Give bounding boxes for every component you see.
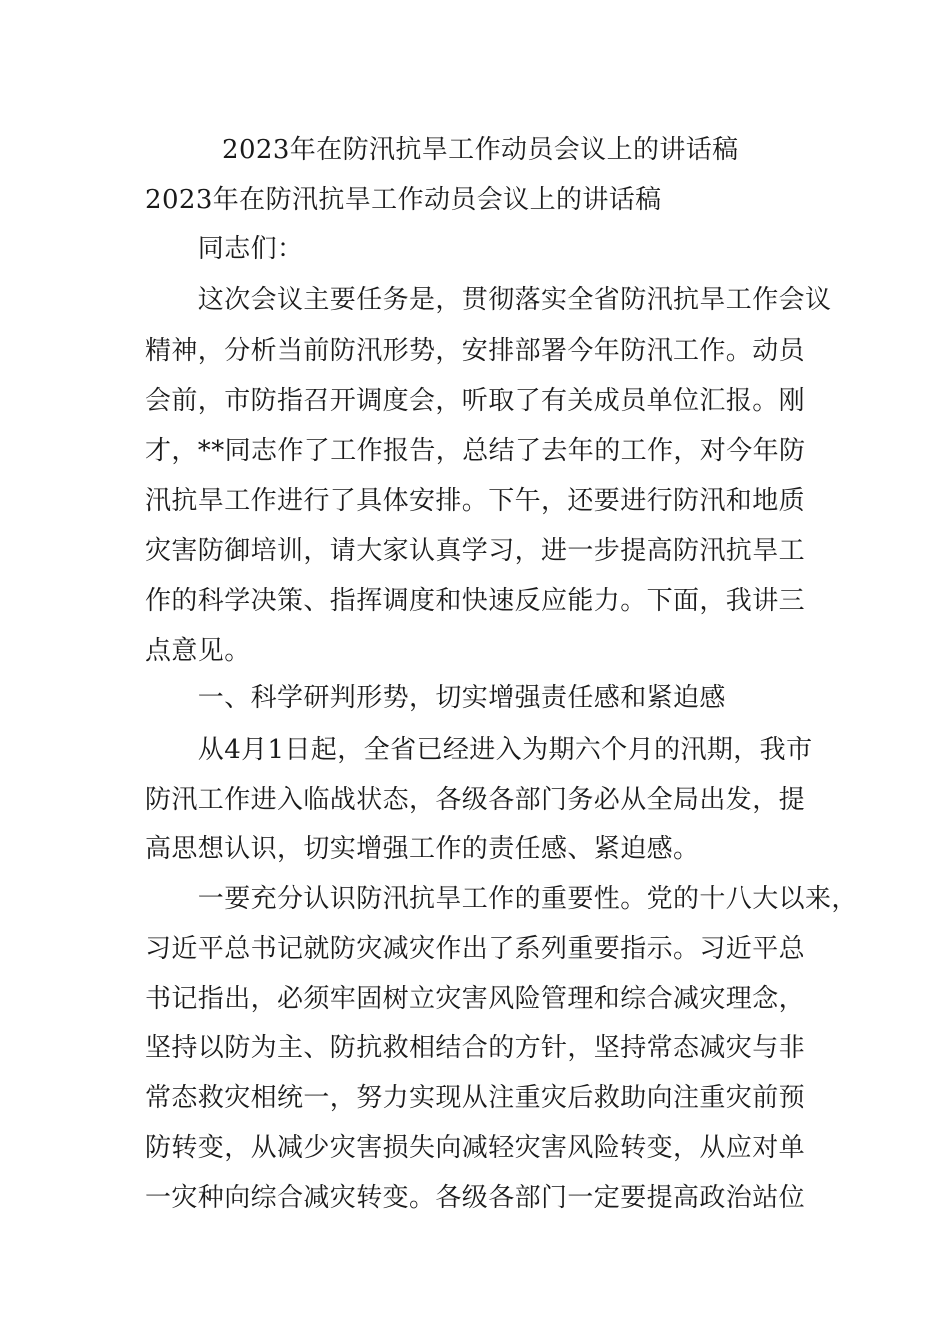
text-line: 汛抗旱工作进行了具体安排。下午，还要进行防汛和地质 — [145, 486, 806, 516]
text-line: 从4月1日起，全省已经进入为期六个月的汛期，我市 — [145, 735, 813, 765]
text-line: 防转变，从减少灾害损失向减轻灾害风险转变，从应对单 — [145, 1133, 806, 1163]
text-line: 防汛工作进入临战状态，各级各部门务必从全局出发，提 — [145, 785, 806, 815]
text-line: 灾害防御培训，请大家认真学习，进一步提高防汛抗旱工 — [145, 536, 806, 566]
text-line: 习近平总书记就防灾减灾作出了系列重要指示。习近平总 — [145, 934, 806, 964]
text-line: 坚持以防为主、防抗救相结合的方针，坚持常态减灾与非 — [145, 1033, 806, 1063]
section-heading: 一、科学研判形势，切实增强责任感和紧迫感 — [145, 683, 726, 713]
text-line: 同志们： — [145, 234, 304, 264]
text-line: 常态救灾相统一，努力实现从注重灾后救助向注重灾前预 — [145, 1083, 806, 1113]
document-title: 2023年在防汛抗旱工作动员会议上的讲话稿 — [222, 135, 739, 165]
text-line: 高思想认识，切实增强工作的责任感、紧迫感。 — [145, 834, 700, 864]
text-line: 才，**同志作了工作报告，总结了去年的工作，对今年防 — [145, 436, 806, 466]
text-line: 这次会议主要任务是，贯彻落实全省防汛抗旱工作会议 — [145, 285, 832, 315]
text-line: 一灾种向综合减灾转变。各级各部门一定要提高政治站位 — [145, 1183, 806, 1213]
text-line: 2023年在防汛抗旱工作动员会议上的讲话稿 — [145, 185, 662, 215]
text-line: 会前，市防指召开调度会，听取了有关成员单位汇报。刚 — [145, 386, 806, 416]
text-line: 作的科学决策、指挥调度和快速反应能力。下面，我讲三 — [145, 586, 806, 616]
text-line: 点意见。 — [145, 636, 251, 666]
text-line: 一要充分认识防汛抗旱工作的重要性。党的十八大以来， — [145, 884, 858, 914]
text-line: 精神，分析当前防汛形势，安排部署今年防汛工作。动员 — [145, 336, 806, 366]
text-line: 书记指出，必须牢固树立灾害风险管理和综合减灾理念， — [145, 984, 806, 1014]
